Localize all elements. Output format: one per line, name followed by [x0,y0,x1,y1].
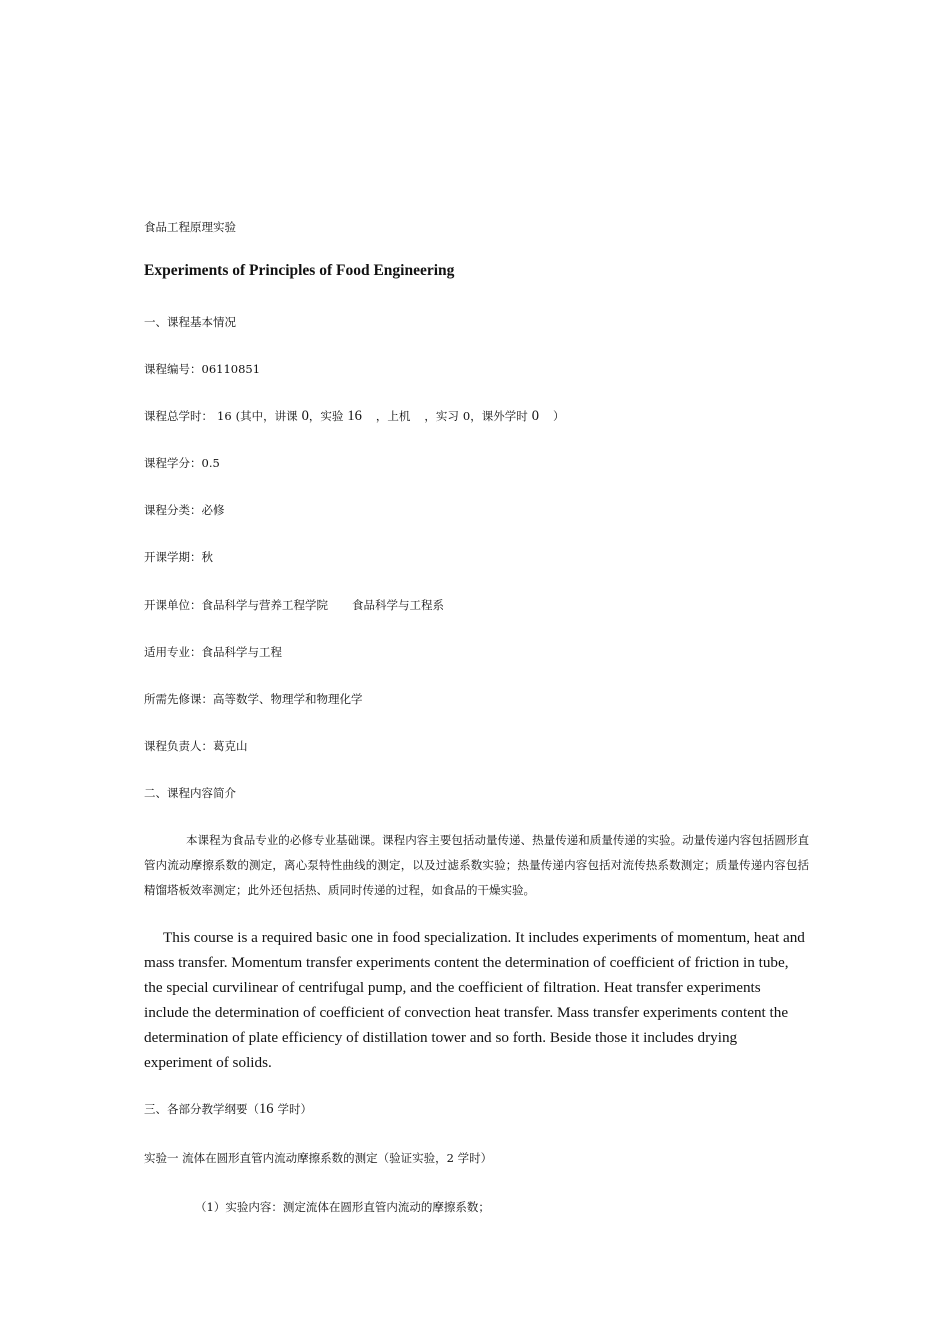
course-prerequisites: 所需先修课：高等数学、物理学和物理化学 [144,692,363,706]
hours-lecture: 0 [301,408,309,424]
course-credit: 课程学分：0.5 [144,456,220,470]
hours-sep-extra: ，课外学时 [470,409,528,423]
unit-department: 食品科学与工程系 [352,598,444,612]
section1-heading: 一、课程基本情况 [144,315,236,329]
course-major: 适用专业：食品科学与工程 [144,645,282,659]
hours-paren-open: (其中，讲课 [235,409,298,423]
course-title-en: Experiments of Principles of Food Engineering [144,262,455,279]
hours-sep-computer: ，上机 [375,409,411,423]
section3-heading-suffix: 学时） [277,1102,312,1116]
hours-practice: 0 [462,409,471,423]
course-category: 课程分类：必修 [144,503,225,517]
section3-heading [144,1101,312,1117]
hours-prefix: 课程总学时： [144,409,213,423]
hours-paren-close: ） [552,409,565,423]
experiment1-content: （1）实验内容：测定流体在圆形直管内流动的摩擦系数； [195,1200,490,1214]
course-unit [144,597,444,613]
hours-sep-experiment: ，实验 [308,409,344,423]
course-code: 课程编号：06110851 [144,362,261,376]
hours-total: 16 [217,409,232,423]
experiment1-title: 实验一 流体在圆形直管内流动摩擦系数的测定（验证实验，2 学时） [144,1151,493,1165]
section3-heading-hours: 16 [259,1101,274,1117]
course-responsible: 课程负责人：葛克山 [144,739,248,753]
unit-college: 开课单位：食品科学与营养工程学院 [144,598,328,612]
hours-sep-practice: ，实习 [424,409,459,423]
hours-extra: 0 [531,408,539,424]
hours-experiment: 16 [347,408,362,424]
section3-heading-prefix: 三、各部分教学纲要（ [144,1102,259,1116]
course-title-cn: 食品工程原理实验 [144,220,236,234]
course-hours [144,408,564,424]
section2-heading: 二、课程内容简介 [144,786,236,800]
intro-paragraph-cn: 本课程为食品专业的必修专业基础课。课程内容主要包括动量传递、热量传递和质量传递的实验。动量传递内容包括圆形直管内流动摩擦系数的测定，离心泵特性曲线的测定，以及过滤系数实验；热量传递内容包括对流传热系数测定；质量传递内容包括精馏塔板效率测定；此外还包括热、质同时传递的过程，如食品的干燥实验。 [144,833,809,897]
course-term: 开课学期：秋 [144,550,213,564]
intro-paragraph-en: This course is a required basic one in food specialization. It includes experiments of momentum, heat and mass transfer. Momentum transfer experiments content the determination of coefficient of friction in tube, the special curvilinear of centrifugal pump, and the coefficient of filtration. Heat transfer experiments include the determination of coefficient of convection heat transfer. Mass transfer experiments content the determination of plate efficiency of distillation tower and so forth. Beside those it includes drying experiment of solids. [144,929,805,1071]
